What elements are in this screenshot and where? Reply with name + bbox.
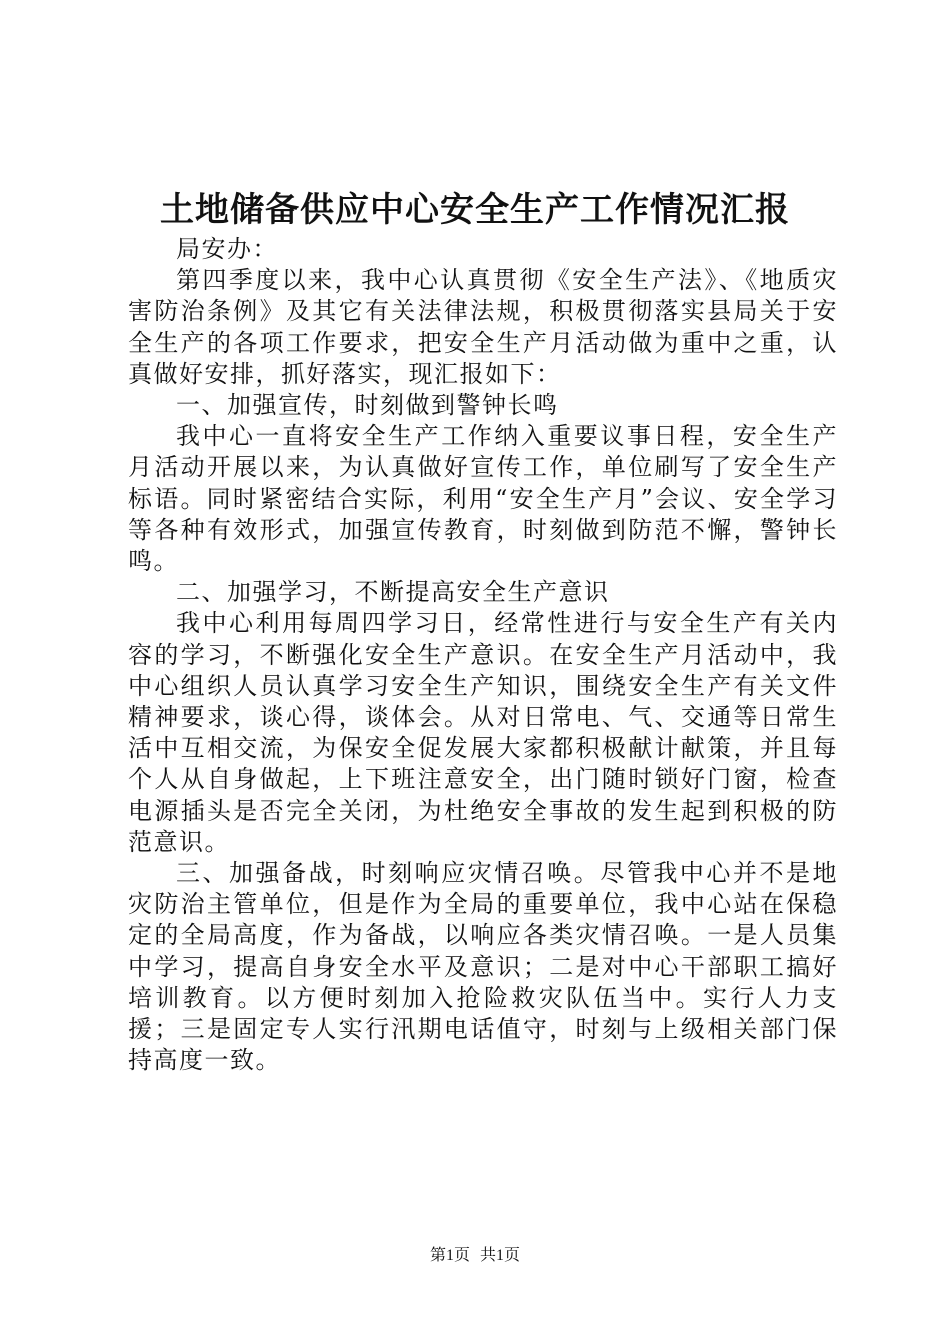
page-footer	[0, 1244, 950, 1268]
section-heading-2: 二、加强学习，不断提高安全生产意识	[176, 578, 610, 607]
section-paragraph-1: 我中心一直将安全生产工作纳入重要议事日程，安全生产月活动开展以来，为认真做好宣传工作，单位刷写了安全生产标语。同时紧密结合实际，利用“安全生产月”会议、安全学习等各种有效形式，加强宣传教育，时刻做到防范不懈，警钟长鸣。	[128, 422, 838, 576]
section-heading-1: 一、加强宣传，时刻做到警钟长鸣	[176, 391, 559, 420]
document-title: 土地储备供应中心安全生产工作情况汇报	[160, 190, 790, 230]
page-number: 第1页	[429, 1247, 470, 1264]
section-paragraph-2: 我中心利用每周四学习日，经常性进行与安全生产有关内容的学习，不断强化安全生产意识。在安全生产月活动中，我中心组织人员认真学习安全生产知识，围绕安全生产有关文件精神要求，谈心得，谈体会。从对日常电、气、交通等日常生活中互相交流，为保安全促发展大家都积极献计献策，并且每个人从自身做起，上下班注意安全，出门随时锁好门窗，检查电源插头是否完全关闭，为杜绝安全事故的发生起到积极的防范意识。	[128, 609, 838, 856]
document-body	[128, 234, 838, 1076]
salutation: 局安办：	[176, 235, 278, 263]
page-total: 共1页	[480, 1247, 521, 1264]
intro-paragraph: 第四季度以来，我中心认真贯彻《安全生产法》、《地质灾害防治条例》及其它有关法律法规，积极贯彻落实县局关于安全生产的各项工作要求，把安全生产月活动做为重中之重，认真做好安排，抓好落实，现汇报如下：	[128, 266, 838, 388]
section-paragraph-3: 三、加强备战，时刻响应灾情召唤。尽管我中心并不是地灾防治主管单位，但是作为全局的重要单位，我中心站在保稳定的全局高度，作为备战，以响应各类灾情召唤。一是人员集中学习，提高自身安全水平及意识；二是对中心干部职工搞好培训教育。以方便时刻加入抢险救灾队伍当中。实行人力支援；三是固定专人实行汛期电话值守，时刻与上级相关部门保持高度一致。	[128, 859, 838, 1075]
